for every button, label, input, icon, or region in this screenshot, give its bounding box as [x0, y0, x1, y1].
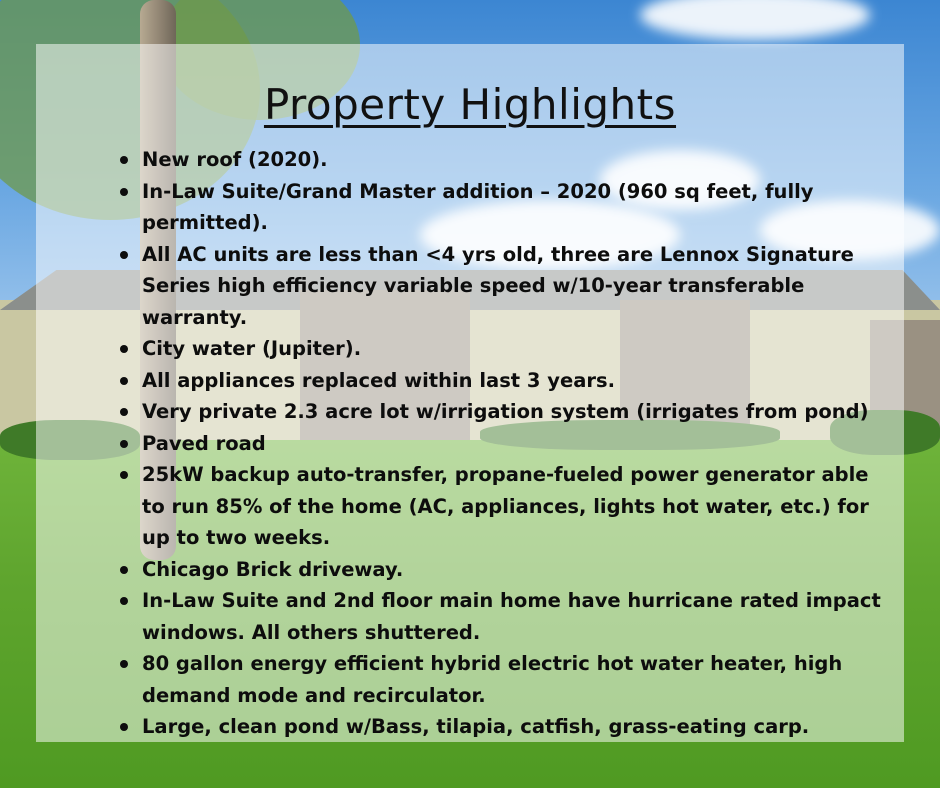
list-item: New roof (2020). [142, 144, 882, 176]
list-item: Large, clean pond w/Bass, tilapia, catfish, grass-eating carp. [142, 711, 882, 743]
list-item: Paved road [142, 428, 882, 460]
list-item: 25kW backup auto-transfer, propane-fueled power generator able to run 85% of the home (AC, appliances, lights hot water, etc.) for up to two weeks. [142, 459, 882, 554]
list-item: All AC units are less than <4 yrs old, three are Lennox Signature Series high efficiency variable speed w/10-year transferable warranty. [142, 239, 882, 334]
list-item: Very private 2.3 acre lot w/irrigation system (irrigates from pond) [142, 396, 882, 428]
list-item: All appliances replaced within last 3 years. [142, 365, 882, 397]
list-item: In-Law Suite/Grand Master addition – 2020 (960 sq feet, fully permitted). [142, 176, 882, 239]
list-item: Chicago Brick driveway. [142, 554, 882, 586]
list-item: In-Law Suite and 2nd floor main home have hurricane rated impact windows. All others shuttered. [142, 585, 882, 648]
highlights-list [142, 144, 882, 743]
page-title: Property Highlights [263, 80, 677, 129]
list-item: City water (Jupiter). [142, 333, 882, 365]
list-item: 80 gallon energy efficient hybrid electric hot water heater, high demand mode and recirculator. [142, 648, 882, 711]
